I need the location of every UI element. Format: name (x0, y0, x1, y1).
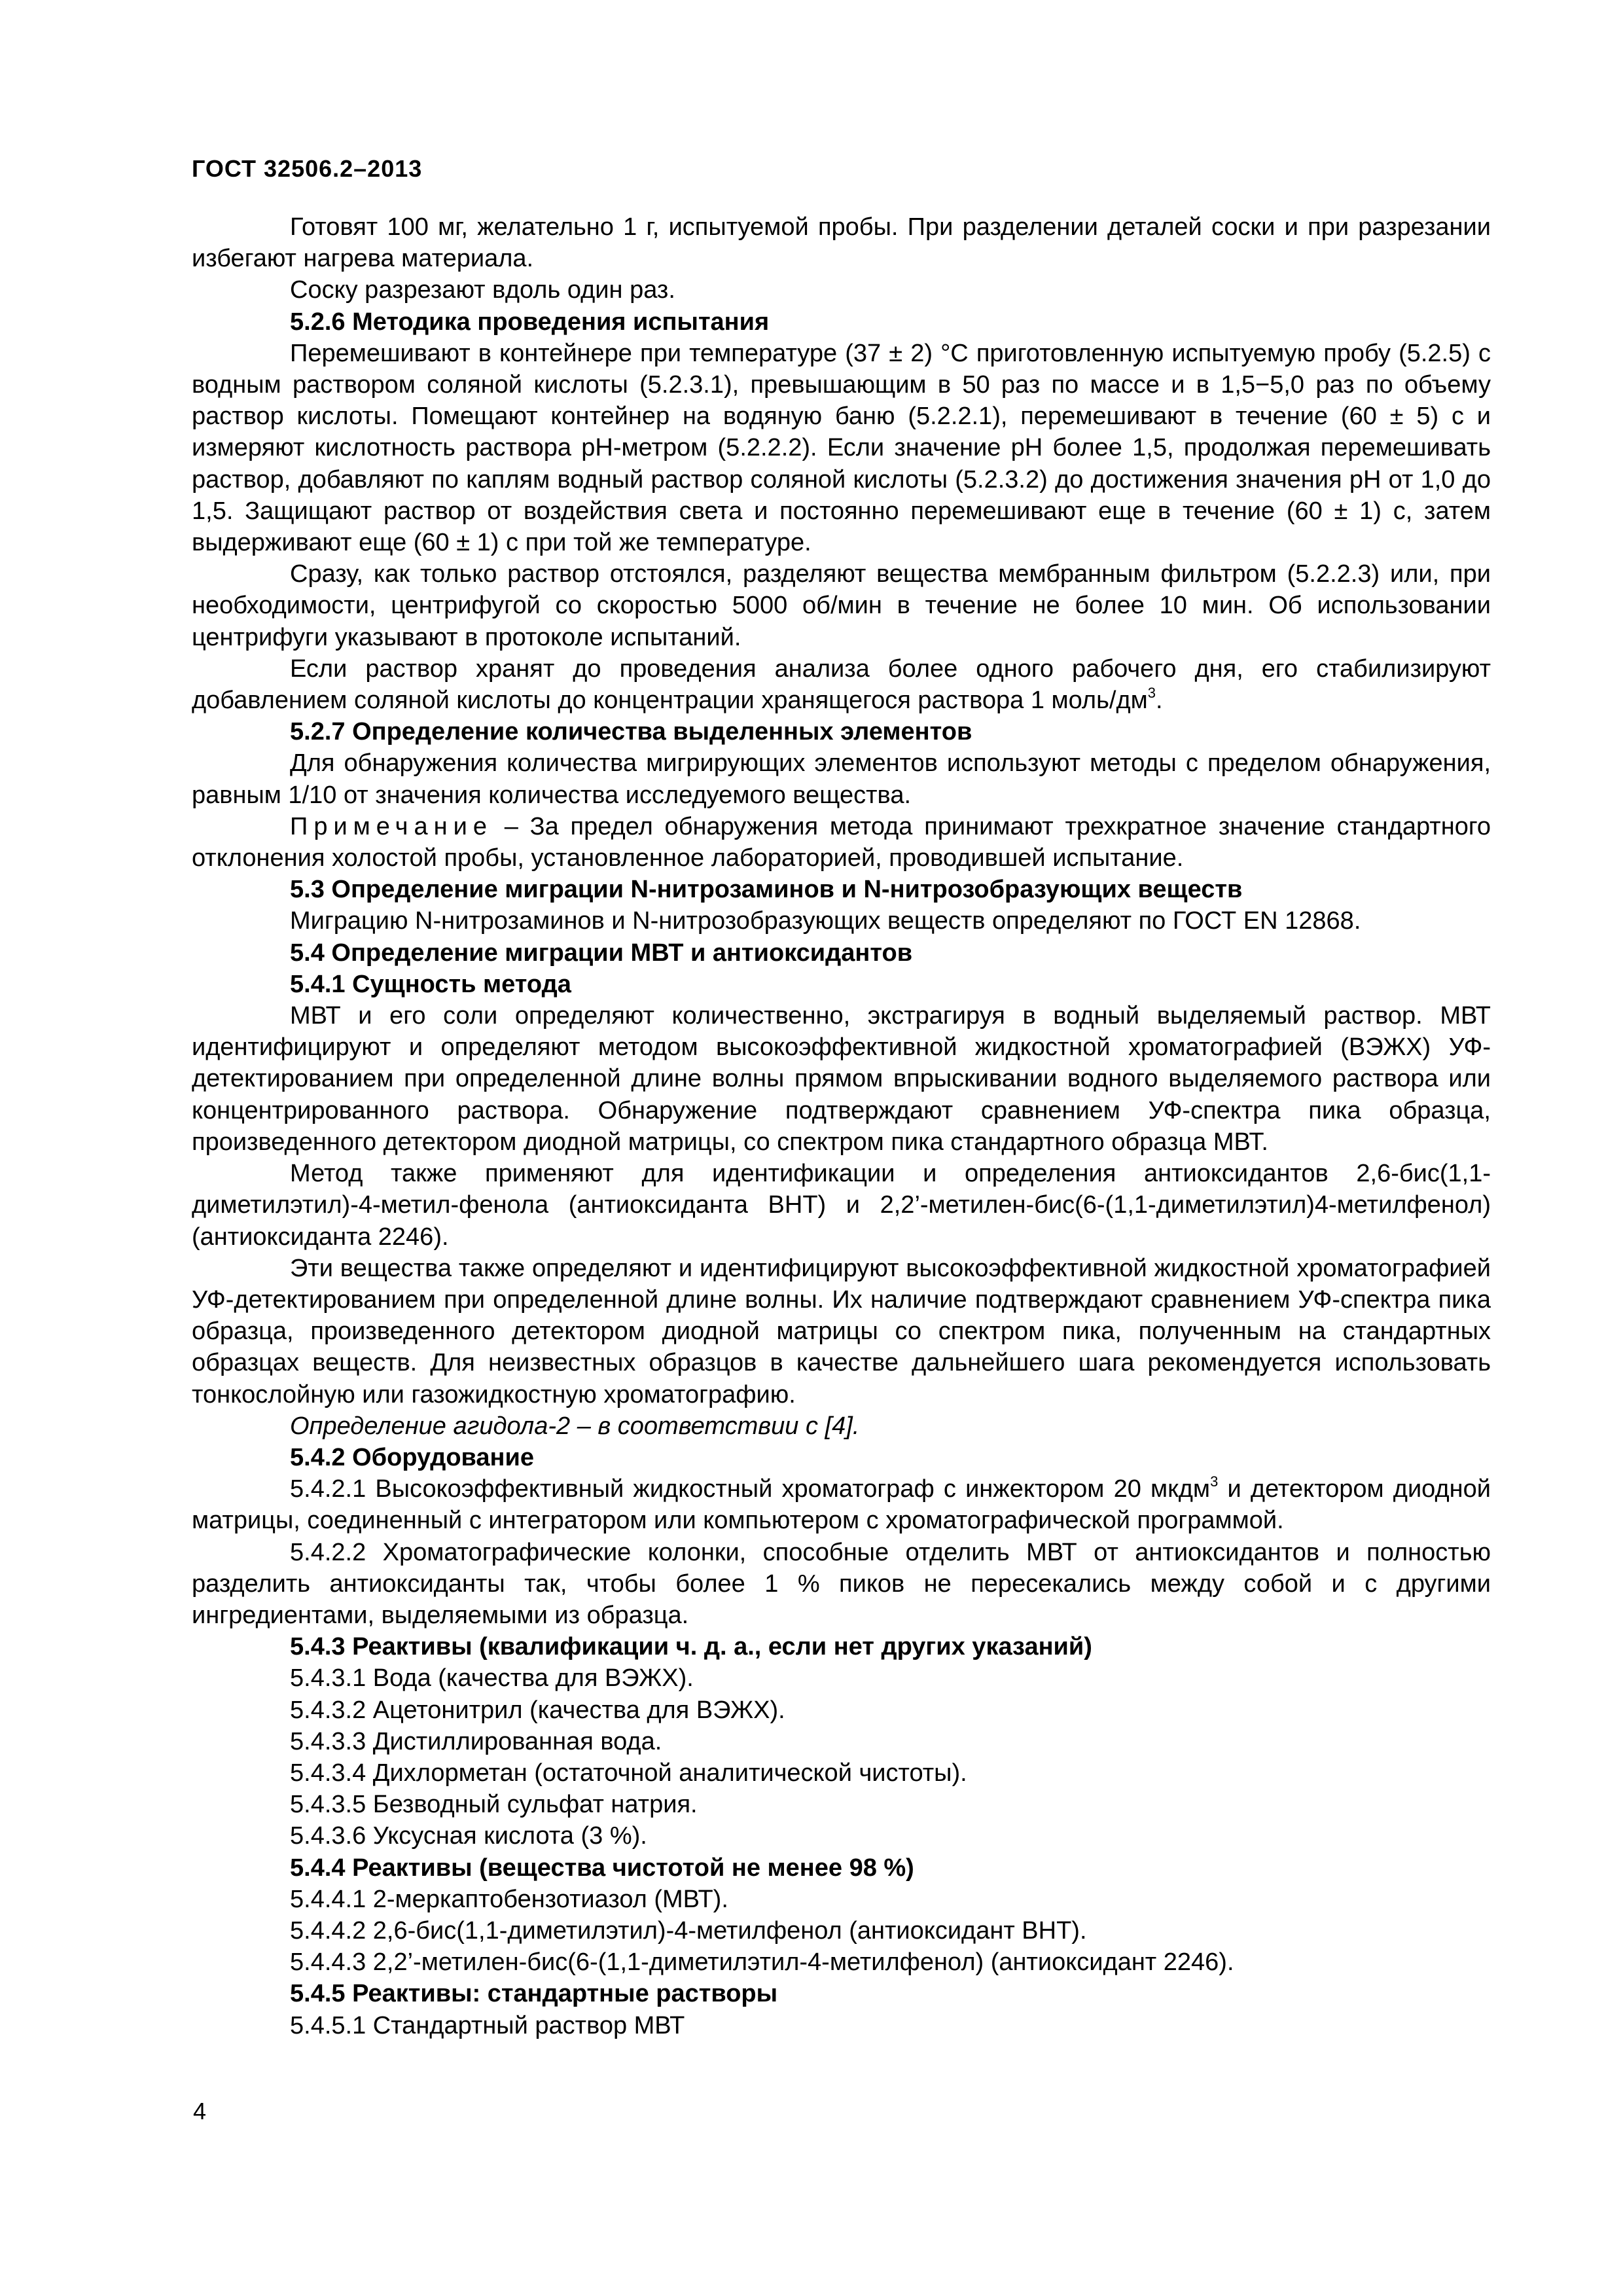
section-heading-5-4-2: 5.4.2 Оборудование (290, 1443, 534, 1471)
note-label: Примечание (290, 812, 493, 840)
list-item: 5.4.4.1 2-меркаптобензотиазол (МВТ). (290, 1885, 728, 1913)
note-text: – За предел обнаружения метода принимают трехкратное значение стандартного отклонения холостой пробы, установленное лабораторией, проводившей испытание. (192, 812, 1491, 872)
paragraph: Готовят 100 мг, желательно 1 г, испытуемой пробы. При разделении деталей соски и при разрезании избегают нагрева материала. (192, 213, 1491, 273)
document-body (192, 211, 1491, 2041)
list-item: 5.4.4.3 2,2’-метилен-бис(6-(1,1-диметилэтил-4-метилфенол) (антиоксидант 2246). (290, 1948, 1234, 1977)
section-heading-5-4: 5.4 Определение миграции МВТ и антиоксидантов (290, 939, 913, 967)
paragraph-italic: Определение агидола-2 – в соответствии с [4]. (290, 1412, 860, 1440)
note (192, 811, 1491, 874)
paragraph (192, 1473, 1491, 1536)
superscript: 3 (1147, 685, 1156, 702)
paragraph: Сразу, как только раствор отстоялся, разделяют вещества мембранным фильтром (5.2.2.3) или, при необходимости, центрифугой со скоростью 5000 об/мин в течение не более 10 мин. Об использовании центрифуги указывают в протоколе испытаний. (192, 560, 1491, 651)
paragraph: Эти вещества также определяют и идентифицируют высокоэффективной жидкостной хроматографией УФ-детектированием при определенной длине волны. Их наличие подтверждают сравнением УФ-спектра пика образца, произведенного детектором диодной матрицы со спектром пика, полученным на стандартных образцах веществ. Для неизвестных образцов в качестве дальнейшего шага рекомендуется использовать тонкослойную или газожидкостную хроматографию. (192, 1254, 1491, 1408)
list-item: 5.4.3.4 Дихлорметан (остаточной аналитической чистоты). (290, 1759, 967, 1787)
paragraph: Миграцию N-нитрозаминов и N-нитрозобразующих веществ определяют по ГОСТ EN 12868. (290, 907, 1361, 935)
paragraph-text: Если раствор хранят до проведения анализа более одного рабочего дня, его стабилизируют добавлением соляной кислоты до концентрации хранящегося раствора 1 моль/дм (192, 655, 1491, 715)
paragraph: Для обнаружения количества мигрирующих элементов используют методы с пределом обнаружения, равным 1/10 от значения количества исследуемого вещества. (192, 749, 1491, 809)
paragraph: Перемешивают в контейнере при температуре (37 ± 2) °С приготовленную испытуемую пробу (5.2.5) с водным раствором соляной кислоты (5.2.3.1), превышающим в 50 раз по массе и в 1,5−5,0 раз по объему раствор кислоты. Помещают контейнер на водяную баню (5.2.2.1), перемешивают в течение (60 ± 5) с и измеряют кислотность раствора рН-метром (5.2.2.2). Если значение рН более 1,5, продолжая перемешивать раствор, добавляют по каплям водный раствор соляной кислоты (5.2.3.2) до достижения значения рН от 1,0 до 1,5. Защищают раствор от воздействия света и постоянно перемешивают еще в течение (60 ± 1) с, затем выдерживают еще (60 ± 1) с при той же температуре. (192, 339, 1491, 557)
list-item: 5.4.3.6 Уксусная кислота (3 %). (290, 1822, 647, 1850)
page-number: 4 (193, 2098, 207, 2125)
paragraph: 5.4.2.2 Хроматографические колонки, способные отделить МВТ от антиоксидантов и полностью разделить антиоксиданты так, чтобы более 1 % пиков не пересекались между собой и с другими ингредиентами, выделяемыми из образца. (192, 1538, 1491, 1629)
paragraph (192, 653, 1491, 716)
section-heading-5-3: 5.3 Определение миграции N-нитрозаминов и N-нитрозобразующих веществ (290, 876, 1243, 904)
section-heading-5-2-6: 5.2.6 Методика проведения испытания (290, 308, 770, 336)
list-item: 5.4.3.5 Безводный сульфат натрия. (290, 1791, 698, 1819)
section-heading-5-4-5: 5.4.5 Реактивы: стандартные растворы (290, 1980, 778, 2008)
section-heading-5-4-3: 5.4.3 Реактивы (квалификации ч. д. а., если нет других указаний) (290, 1633, 1092, 1661)
paragraph: Соску разрезают вдоль один раз. (290, 276, 675, 304)
paragraph: Метод также применяют для идентификации и определения антиоксидантов 2,6-бис(1,1-диметилэтил)-4-метил-фенола (антиоксиданта ВНТ) и 2,2’-метилен-бис(6-(1,1-диметилэтил)4-метилфенол) (антиоксиданта 2246). (192, 1160, 1491, 1251)
list-item: 5.4.4.2 2,6-бис(1,1-диметилэтил)-4-метилфенол (антиоксидант ВНТ). (290, 1916, 1087, 1945)
list-item: 5.4.3.2 Ацетонитрил (качества для ВЭЖХ). (290, 1696, 785, 1724)
paragraph-text: 5.4.2.1 Высокоэффективный жидкостный хроматограф с инжектором 20 мкдм (290, 1475, 1211, 1503)
paragraph-text: . (1156, 687, 1163, 715)
section-heading-5-4-1: 5.4.1 Сущность метода (290, 970, 571, 998)
list-item: 5.4.5.1 Стандартный раствор МВТ (290, 2011, 685, 2039)
standard-header: ГОСТ 32506.2–2013 (192, 155, 423, 182)
superscript: 3 (1210, 1473, 1219, 1490)
section-heading-5-2-7: 5.2.7 Определение количества выделенных элементов (290, 718, 972, 746)
list-item: 5.4.3.3 Дистиллированная вода. (290, 1727, 662, 1755)
section-heading-5-4-4: 5.4.4 Реактивы (вещества чистотой не менее 98 %) (290, 1854, 914, 1882)
paragraph: МВТ и его соли определяют количественно, экстрагируя в водный выделяемый раствор. МВТ идентифицируют и определяют методом высокоэффективной жидкостной хроматографией (ВЭЖХ) УФ-детектированием при определенной длине волны прямом впрыскивании водного выделяемого раствора или концентрированного раствора. Обнаружение подтверждают сравнением УФ-спектра пика образца, произведенного детектором диодной матрицы, со спектром пика стандартного образца МВТ. (192, 1002, 1491, 1156)
list-item: 5.4.3.1 Вода (качества для ВЭЖХ). (290, 1664, 694, 1693)
paragraph-text: и детектором диодной матрицы, соединенный с интегратором или компьютером с хроматографической программой. (192, 1475, 1491, 1535)
